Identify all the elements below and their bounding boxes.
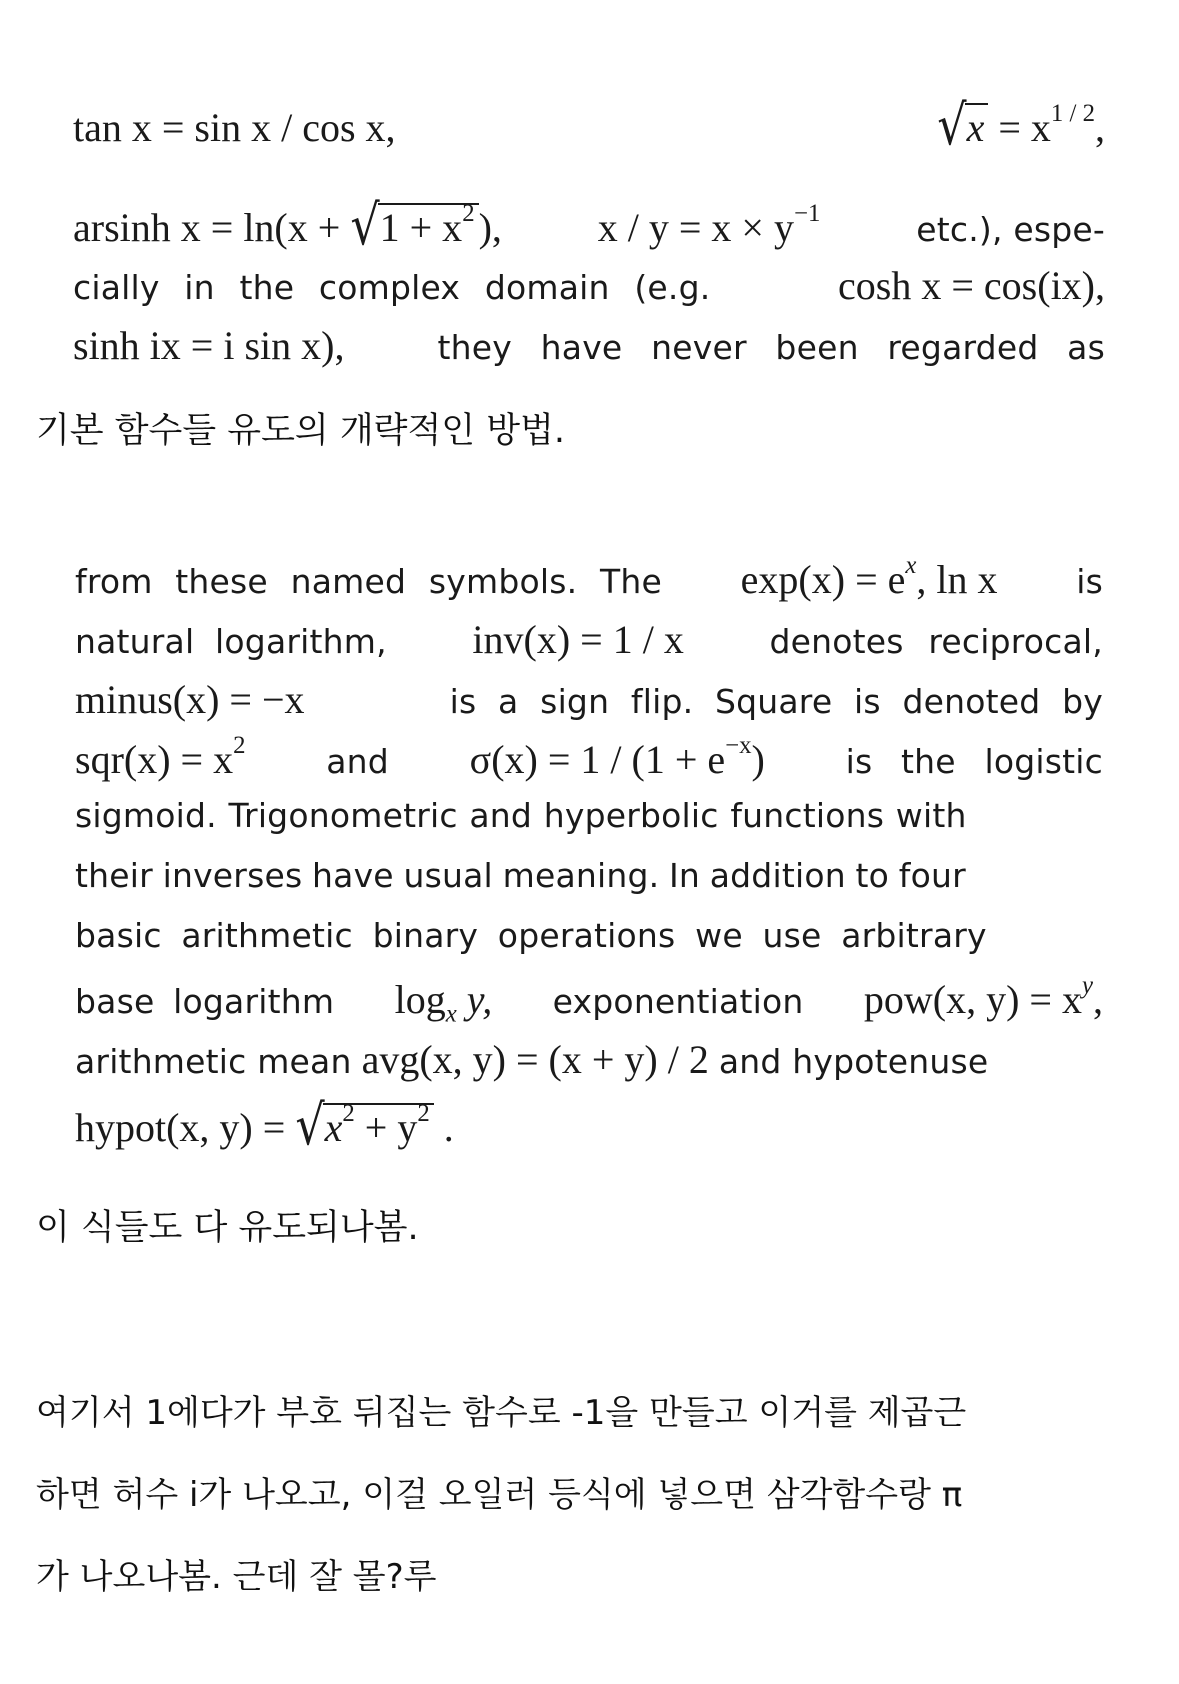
radical-sign-icon: √ — [937, 92, 967, 158]
arsinh-formula: arsinh x = ln(x + √ $1 + x^2$ ), — [73, 192, 502, 258]
minus-formula: minus(x) = −x — [75, 677, 305, 722]
excerpt-2-line-10 — [75, 1092, 1103, 1158]
excerpt-1-line-2 — [73, 192, 1105, 258]
comment-3-line-2: 하면 허수 i가 나오고, 이걸 오일러 등식에 넣으면 삼각함수랑 π — [36, 1475, 963, 1515]
excerpt-2-line-5: sigmoid. Trigonometric and hyperbolic functions with — [75, 796, 967, 835]
excerpt-2-line-4: $sqr(x) = x^2$ and $\sigma(x) = 1 / (1 + e^{-x})$ is the logistic — [75, 732, 1103, 782]
excerpt-1-line-1 — [73, 92, 1105, 158]
cosh-formula: cosh x = cos(ix), — [838, 263, 1105, 308]
comment-2: 이 식들도 다 유도되나봄. — [36, 1208, 419, 1248]
sqrt-formula: √ x = $x^{1 / 2}$, — [937, 92, 1105, 158]
excerpt-2-line-3: minus(x) = −x is a sign flip. Square is denoted by — [75, 677, 1103, 722]
comment-3-line-1: 여기서 1에다가 부호 뒤집는 함수로 -1을 만들고 이거를 제곱근 — [36, 1393, 967, 1433]
avg-formula: avg(x, y) = (x + y) / 2 — [361, 1037, 709, 1082]
sigmoid-formula: $\sigma(x) = 1 / (1 + e^{-x})$ — [469, 732, 765, 782]
division-formula: $x / y = x \times y^{-1}$ — [597, 200, 821, 250]
comment-1: 기본 함수들 유도의 개략적인 방법. — [36, 411, 565, 451]
excerpt-2-line-7: basic arithmetic binary operations we use arbitrary — [75, 916, 987, 955]
sqr-formula: $sqr(x) = x^2$ — [75, 732, 246, 782]
excerpt-2-line-1: from these named symbols. The $\exp(x) = e^x$, ln x is — [75, 552, 1103, 602]
sinh-formula: sinh ix = i sin x), — [73, 323, 345, 368]
log-formula: $\log_x y$, — [394, 977, 493, 1028]
tan-formula: tan x = sin x / cos x, — [73, 105, 396, 150]
excerpt-1-line-3: cially in the complex domain (e.g. cosh x = cos(ix), — [73, 263, 1105, 308]
excerpt-1-text: etc.), espe- — [916, 210, 1105, 249]
comment-3-line-3: 가 나오나봄. 근데 잘 몰?루 — [36, 1557, 437, 1597]
exp-formula: $\exp(x) = e^x$, ln x — [740, 552, 998, 602]
hypot-formula: hypot(x, y) = √ $x^2 + y^2$ . — [75, 1092, 454, 1158]
excerpt-2-line-6: their inverses have usual meaning. In addition to four — [75, 856, 966, 895]
excerpt-2-line-9: arithmetic mean avg(x, y) = (x + y) / 2 and hypotenuse — [75, 1037, 989, 1082]
inv-formula: inv(x) = 1 / x — [472, 617, 684, 662]
excerpt-1-line-4: sinh ix = i sin x), they have never been regarded as — [73, 323, 1105, 368]
excerpt-2-line-8: base logarithm $\log_x y$, exponentiation pow(x, $y) = x^y$, — [75, 972, 1103, 1028]
excerpt-2-line-2: natural logarithm, inv(x) = 1 / x denotes reciprocal, — [75, 617, 1103, 662]
pow-formula: pow(x, $y) = x^y$, — [863, 972, 1103, 1022]
radical-sign-icon: √ — [295, 1092, 325, 1158]
sqrt-x: √ x — [937, 98, 988, 152]
radical-sign-icon: √ — [350, 192, 380, 258]
